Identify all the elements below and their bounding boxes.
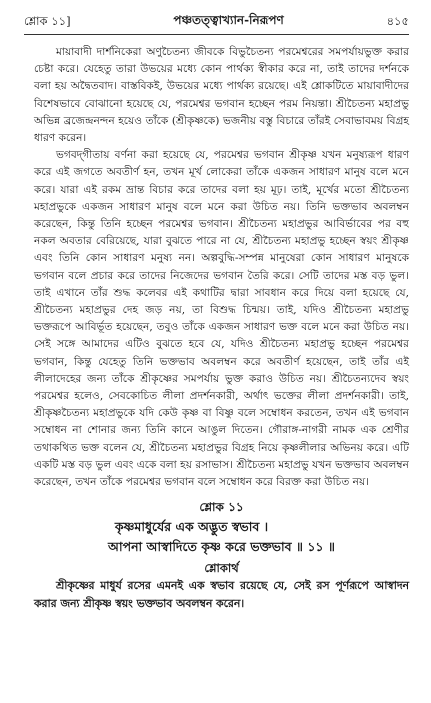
page-body — [34, 44, 409, 612]
verse-heading: শ্লোক ১১ — [199, 500, 244, 515]
chapter-title: পঞ্চতত্ত্বাখ্যান-নিরূপণ — [173, 13, 284, 27]
verse-line: আপনা আস্বাদিতে কৃষ্ণ করে ভক্তভাব ॥ ১১ ॥ — [108, 539, 335, 555]
verse-line: কৃষ্ণমাধুর্যের এক অদ্ভুত স্বভাব । — [114, 519, 269, 535]
translation-text: শ্রীকৃষ্ণের মাধুর্য রসের এমনই এক স্বভাব রয়েছে যে, সেই রস পূর্ণরূপে আস্বাদন করার জন্য শ্রীকৃষ্ণ স্বয়ং ভক্তভাব অবলম্বন করেন। — [34, 579, 409, 610]
page-number: ৪১৫ — [386, 13, 409, 28]
translation-heading: শ্লোকার্থ — [204, 561, 239, 576]
verse-block — [34, 497, 409, 577]
page-header — [24, 10, 409, 35]
verse-reference: শ্লোক ১১] — [24, 13, 71, 28]
purport-paragraph: মায়াবাদী দার্শনিকেরা অণুচৈতন্য জীবকে বিভুচৈতন্য পরমেশ্বরের সমপর্যায়ভুক্ত করার চেষ্টা করে। যেহেতু তারা উভয়ের মধ্যে কোন পার্থক্য স্বীকার করে না, তাই তাদের দর্শনকে বলা হয় অদ্বৈতবাদ। বাস্তবিকই, উভয়ের মধ্যে পার্থক্য রয়েছে। এই শ্লোকটিতে মায়াবাদীদের বিশেষভাবে বোঝানো হয়েছে যে, পরমেশ্বর ভগবান হচ্ছেন পরম নিয়ন্তা। শ্রীচৈতন্য মহাপ্রভু অভিন্ন ব্রজেন্দ্রনন্দন হয়েও তাঁকে (শ্রীকৃষ্ণকে) ভজনীয় বস্তু বিচারে তাঁরই সেবাভাবময় বিগ্রহ ধারণ করেন। — [34, 46, 409, 145]
purport-paragraph: ভগবদ্‌গীতায় বর্ণনা করা হয়েছে যে, পরমেশ্বর ভগবান শ্রীকৃষ্ণ যখন মনুষ্যরূপ ধারণ করে এই জগতে অবতীর্ণ হন, তখন মূর্খ লোকেরা তাঁকে একজন সাধারণ মানুষ বলে মনে করে। যারা এই রকম ভ্রান্ত বিচার করে তাদের বলা হয় মূঢ়। তাই, মূর্খের মতো শ্রীচৈতন্য মহাপ্রভুকে একজন সাধারণ মানুষ বলে মনে করা উচিত নয়। তিনি ভক্তভাব অবলম্বন করেছেন, কিন্তু তিনি হচ্ছেন পরমেশ্বর ভগবান। শ্রীচৈতন্য মহাপ্রভুর আবির্ভাবের পর বহু নকল অবতার বেরিয়েছে, যারা বুঝতে পারে না যে, শ্রীচৈতন্য মহাপ্রভু হচ্ছেন স্বয়ং শ্রীকৃষ্ণ এবং তিনি কোন সাধারণ মনুষ্য নন। অল্পবুদ্ধি-সম্পন্ন মানুষেরা কোন সাধারণ মানুষকে ভগবান বলে প্রচার করে তাদের নিজেদের ভগবান তৈরি করে। সেটি তাদের মস্ত বড় ভুল। তাই এখানে তাঁর শুদ্ধ কলেবর এই কথাটির দ্বারা সাবধান করে দিয়ে বলা হয়েছে যে, শ্রীচৈতন্য মহাপ্রভুর দেহ জড় নয়, তা বিশুদ্ধ চিন্ময়। তাই, যদিও শ্রীচৈতন্য মহাপ্রভু ভক্তরূপে আবির্ভূত হয়েছেন, তবুও তাঁকে একজন সাধারণ ভক্ত বলে মনে করা উচিত নয়। সেই সঙ্গে আমাদের এটিও বুঝতে হবে যে, যদিও শ্রীচৈতন্য মহাপ্রভু হচ্ছেন পরমেশ্বর ভগবান, কিন্তু যেহেতু তিনি ভক্তভাব অবলম্বন করে অবতীর্ণ হয়েছেন, তাই তাঁর এই লীলাদেহের জন্য তাঁকে শ্রীকৃষ্ণের সমপর্যায় ভুক্ত করাও উচিত নয়। শ্রীচৈতন্যদেব স্বয়ং পরমেশ্বর হলেও, সেবকোচিত লীলা প্রদর্শনকারী, অর্থাৎ ভক্তের লীলা প্রদর্শনকারী। তাই, শ্রীকৃষ্ণচৈতন্য মহাপ্রভুকে যদি কেউ কৃষ্ণ বা বিষ্ণু বলে সম্বোধন করতেন, তখন এই ভগবান সম্বোধন না শোনার জন্য তিনি কানে আঙুল দিতেন। গৌরাঙ্গ-নাগরী নামক এক শ্রেণীর তথাকথিত ভক্ত বলেন যে, শ্রীচৈতন্য মহাপ্রভুর বিগ্রহ নিয়ে কৃষ্ণলীলার অভিনয় করে। এটি একটি মস্ত বড় ভুল এবং একে বলা হয় রসাভাস। শ্রীচৈতন্য মহাপ্রভু যখন ভক্তভাব অবলম্বন করেছেন, তখন তাঁকে পরমেশ্বর ভগবান বলে সম্বোধন করে বিরক্ত করা উচিত নয়। — [34, 149, 409, 489]
